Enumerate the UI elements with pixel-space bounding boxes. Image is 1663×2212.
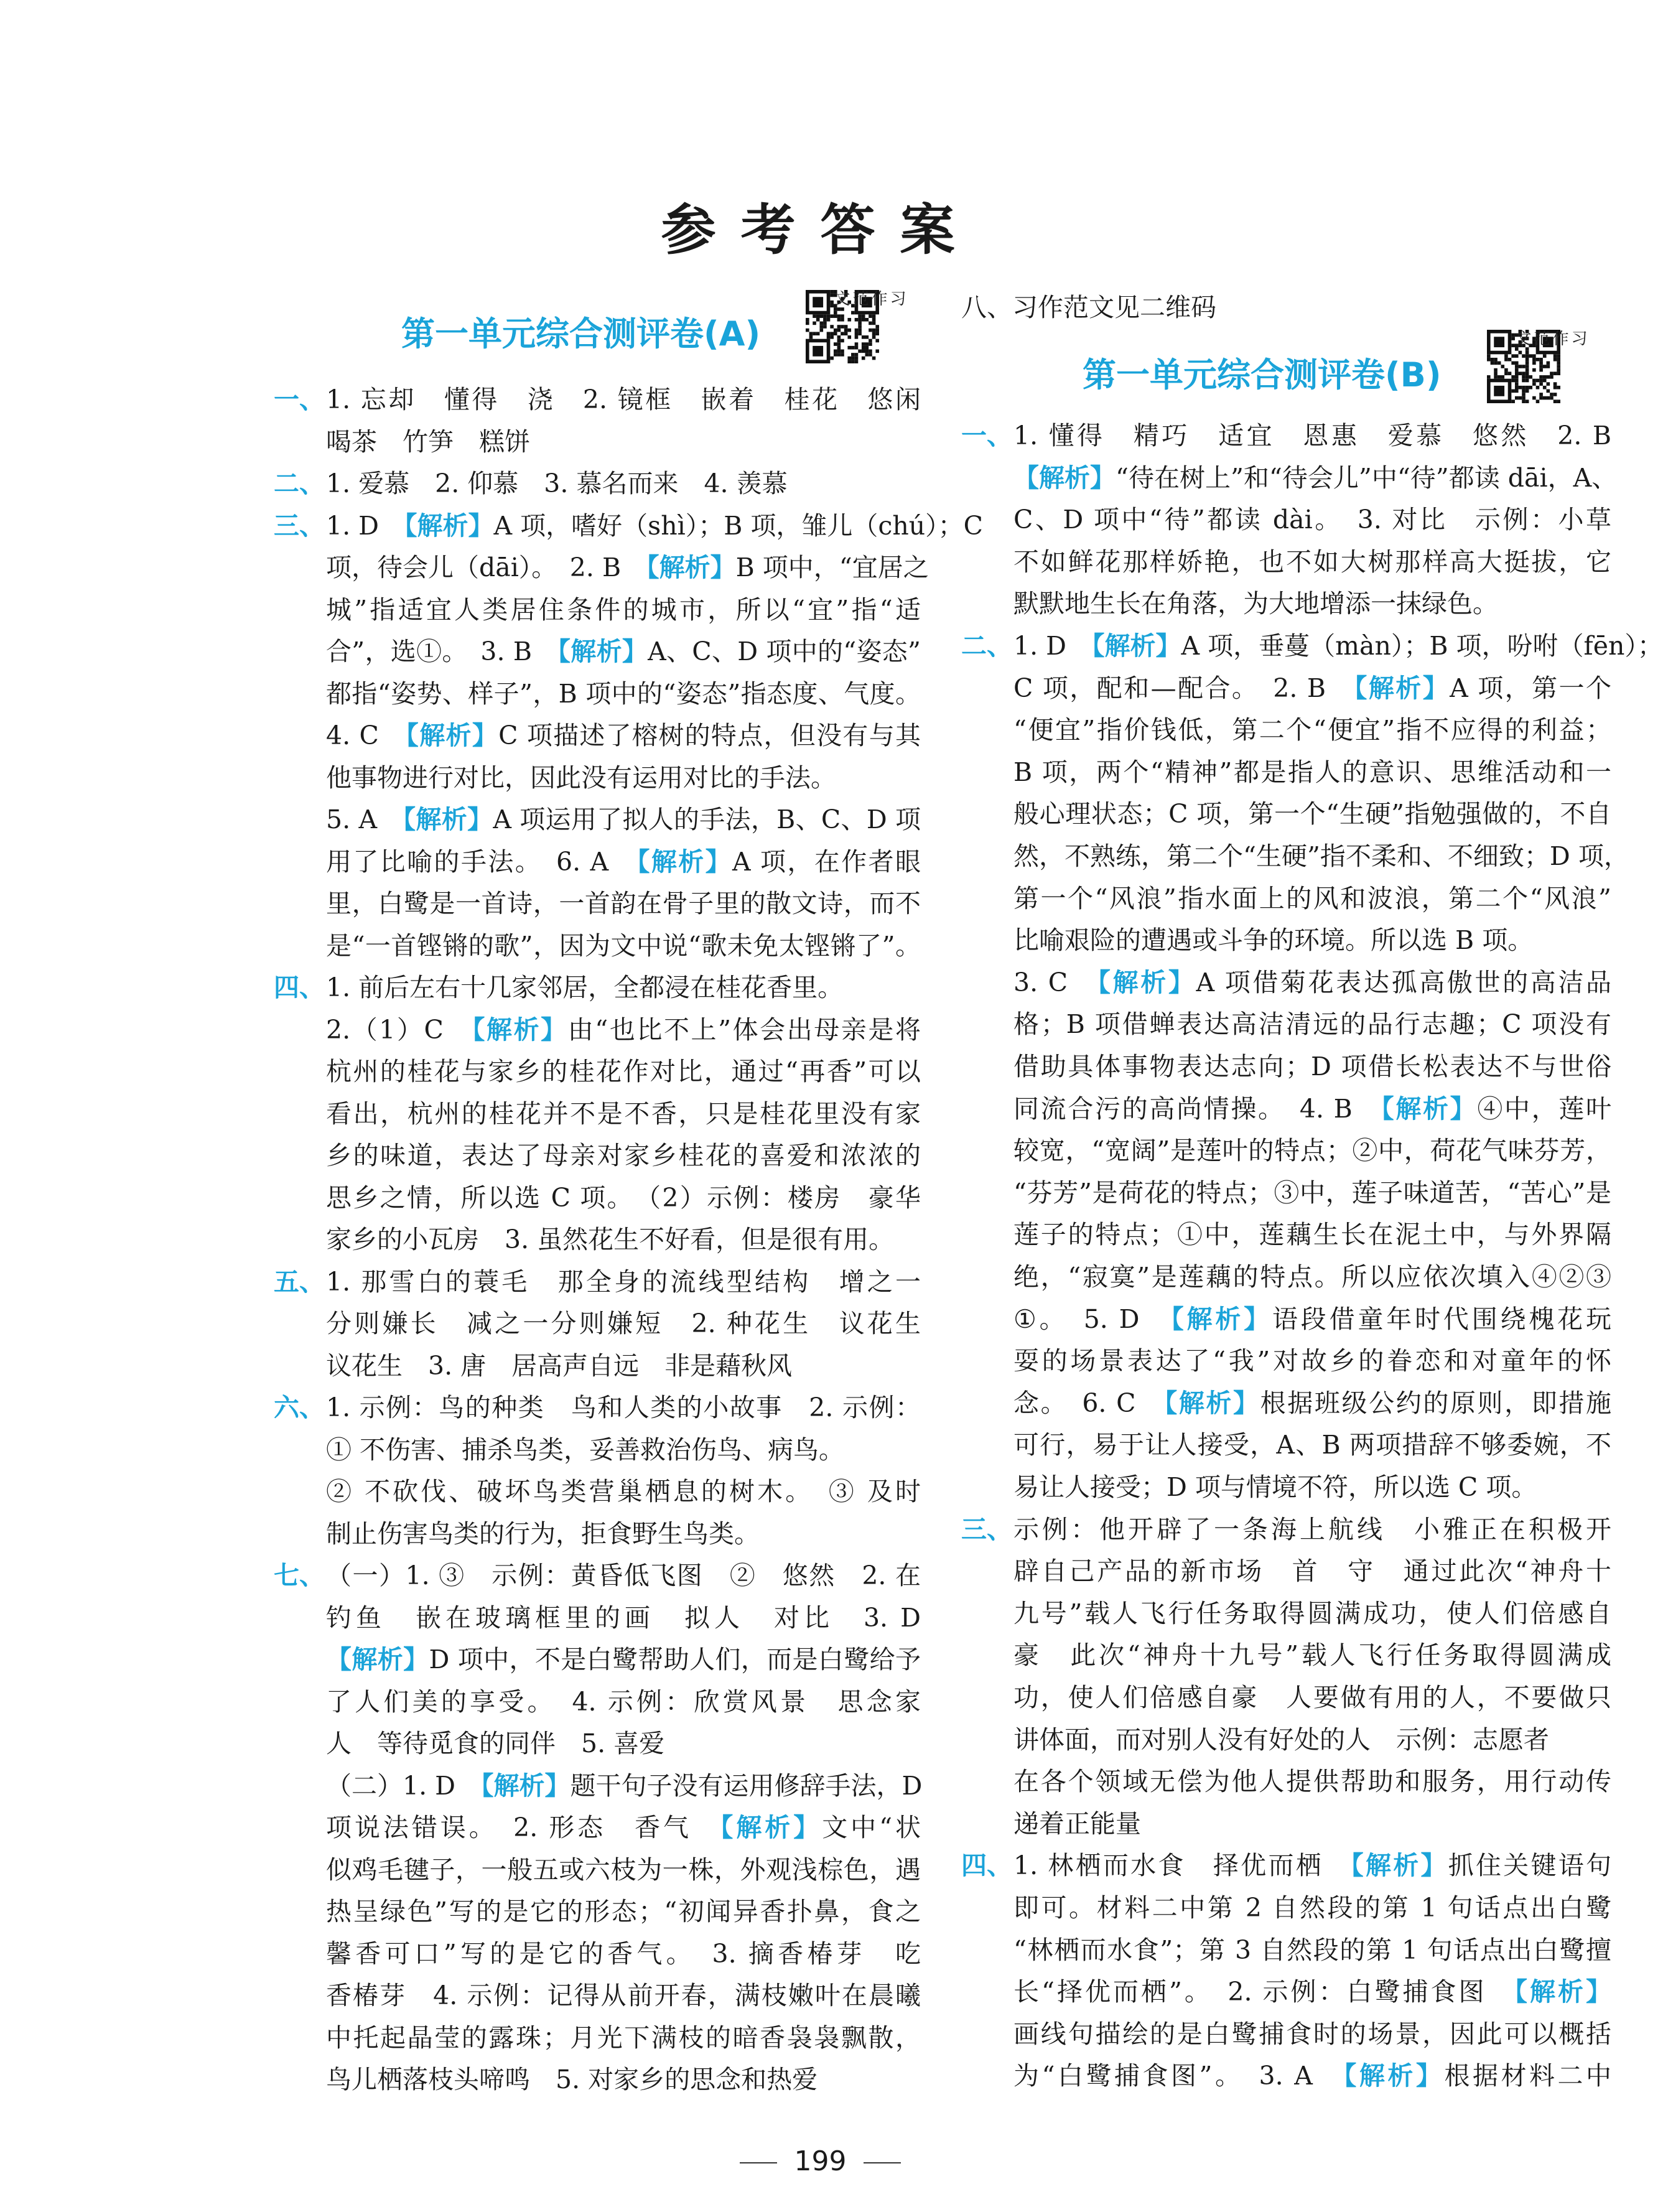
section-title-b: 第一单元综合测评卷(B) [1083, 355, 1442, 394]
qr-label-a: 习作范文 [831, 290, 906, 306]
dash-right [864, 2162, 901, 2163]
answer-line: 比喻艰险的遭遇或斗争的环境。所以选 B 项。 [1013, 925, 1534, 956]
answer-line: 合”，选①。 3. B 【解析】A、C、D 项中的“姿态” [326, 637, 921, 666]
answer-line: 格；B 项借蝉表达高洁清远的品行志趣；C 项没有 [1013, 1009, 1611, 1040]
analysis-tag: 【解析】 [1013, 462, 1116, 493]
answer-line: 功，使人们倍感自豪 人要做有用的人，不要做只 [1013, 1682, 1611, 1712]
answer-line: 默默地生长在角落，为大地增添一抹绿色。 [1013, 589, 1498, 619]
answer-line: 同流合污的高尚情操。 4. B 【解析】④中，莲叶 [1013, 1093, 1612, 1124]
answer-line: ① 不伤害、捕杀鸟类，妥善救治伤鸟、病鸟。 [326, 1434, 845, 1465]
answer-line: 制止伤害鸟类的行为，拒食野生鸟类。 [326, 1518, 760, 1549]
answer-line: ② 不砍伐、破坏鸟类营巢栖息的树木。 ③ 及时 [326, 1477, 921, 1506]
answer-line: 耍的场景表达了“我”对故乡的眷恋和对童年的怀 [1013, 1346, 1611, 1376]
answer-line: 辟自己产品的新市场 首 守 通过此次“神舟十 [1013, 1556, 1611, 1587]
answer-line: 馨香可口”写的是它的香气。 3. 摘香椿芽 吃 [326, 1938, 921, 1969]
answer-line: 长“择优而栖”。 2. 示例：白鹭捕食图 【解析】 [1013, 1977, 1612, 2007]
analysis-tag: 【解析】 [1097, 967, 1196, 997]
answer-line: 议花生 3. 唐 居高声自远 非是藉秋风 [326, 1350, 793, 1381]
page-title: 参考答案 [661, 197, 980, 262]
essay-note: 八、习作范文见二维码 [961, 292, 1216, 322]
answer-line: 人 等待觅食的同伴 5. 喜爱 [326, 1729, 665, 1758]
answer-line: 第一个“风浪”指水面上的风和波浪，第二个“风浪” [1013, 883, 1611, 913]
section-number: 七、 [274, 1561, 325, 1590]
answer-line: 中托起晶莹的露珠；月光下满枝的暗香袅袅飘散， [326, 2022, 921, 2053]
section-number: 四、 [961, 1850, 1012, 1881]
answer-line: 思乡之情，所以选 C 项。 （2）示例：楼房 豪华 [326, 1182, 921, 1213]
section-number: 二、 [961, 631, 1012, 661]
answer-line: 杭州的桂花与家乡的桂花作对比，通过“再香”可以 [326, 1057, 921, 1086]
answer-line: 可行，易于让人接受，A、B 两项措辞不够委婉，不 [1013, 1430, 1611, 1460]
answer-line: “芬芳”是荷花的特点；③中，莲子味道苦，“苦心”是 [1013, 1177, 1611, 1208]
analysis-tag: 【解析】 [1343, 2061, 1445, 2091]
answer-line: 了人们美的享受。 4. 示例：欣赏风景 思念家 [326, 1686, 921, 1717]
analysis-tag: 【解析】 [1381, 1093, 1478, 1124]
analysis-tag: 【解析】 [481, 1770, 571, 1801]
analysis-tag: 【解析】 [1164, 1388, 1260, 1418]
answer-line: 易让人接受；D 项与情境不符，所以选 C 项。 [1013, 1472, 1537, 1502]
answer-line: 然，不熟练，第二个“生硬”指不柔和、不细致；D 项， [1013, 841, 1629, 871]
section-number: 四、 [274, 973, 325, 1002]
answer-line: 钓鱼 嵌在玻璃框里的画 拟人 对比 3. D [326, 1602, 921, 1633]
page-number: 199 [0, 2145, 1641, 2177]
analysis-tag: 【解析】 [403, 805, 493, 834]
section-number: 一、 [961, 421, 1012, 450]
answer-line: 项，待会儿（dāi）。 2. B 【解析】B 项中，“宜居之 [326, 553, 929, 582]
analysis-tag: 【解析】 [1171, 1304, 1272, 1334]
answer-line: 绝，“寂寞”是莲藕的特点。所以应依次填入④②③ [1013, 1262, 1611, 1292]
analysis-tag: 【解析】 [406, 721, 499, 750]
answer-line: 讲体面，而对别人没有好处的人 示例：志愿者 [1013, 1724, 1549, 1755]
answer-line: 借助具体事物表达志向；D 项借长松表达不与世俗 [1013, 1052, 1611, 1081]
answer-line: 1. 那雪白的蓑毛 那全身的流线型结构 增之一 [326, 1266, 921, 1297]
answer-line: 3. C 【解析】A 项借菊花表达孤高傲世的高洁品 [1013, 967, 1612, 997]
answer-line: “林栖而水食”；第 3 自然段的第 1 句话点出白鹭擅 [1013, 1934, 1611, 1965]
answer-line: C、D 项中“待”都读 dài。 3. 对比 示例：小草 [1013, 505, 1611, 535]
answer-line: 【解析】D 项中，不是白鹭帮助人们，而是白鹭给予 [326, 1645, 921, 1674]
analysis-tag: 【解析】 [404, 510, 494, 541]
answer-line: 1. 忘却 懂得 浇 2. 镜框 嵌着 桂花 悠闲 [326, 385, 921, 414]
answer-line: 1. 懂得 精巧 适宜 恩惠 爱慕 悠然 2. B [1013, 421, 1611, 450]
answer-line: 项说法错误。 2. 形态 香气 【解析】文中“状 [326, 1813, 921, 1842]
answer-line: 1. 前后左右十几家邻居，全都浸在桂花香里。 [326, 973, 844, 1002]
answer-line: 为“白鹭捕食图”。 3. A 【解析】根据材料二中 [1013, 2061, 1612, 2091]
analysis-tag: 【解析】 [326, 1645, 429, 1674]
answer-line: ①。 5. D 【解析】语段借童年时代围绕槐花玩 [1013, 1304, 1612, 1334]
answer-line: 用了比喻的手法。 6. A 【解析】A 项，在作者眼 [326, 846, 921, 877]
answer-line: 念。 6. C 【解析】根据班级公约的原则，即措施 [1013, 1388, 1612, 1418]
answer-line: 5. A 【解析】A 项运用了拟人的手法，B、C、D 项 [326, 805, 921, 834]
answer-line: 乡的味道，表达了母亲对家乡桂花的喜爱和浓浓的 [326, 1141, 921, 1170]
analysis-tag: 【解析】 [636, 846, 733, 877]
answer-line: 不如鲜花那样娇艳，也不如大树那样高大挺拔，它 [1013, 546, 1611, 577]
section-number: 六、 [274, 1393, 325, 1422]
answer-line: 1. 示例：鸟的种类 鸟和人类的小故事 2. 示例： [326, 1393, 921, 1422]
answer-line: 里，白鹭是一首诗，一首韵在骨子里的散文诗，而不 [326, 889, 921, 918]
answer-line: 在各个领域无偿为他人提供帮助和服务，用行动传 [1013, 1766, 1611, 1797]
analysis-tag: 【解析】 [646, 553, 736, 582]
answer-line: 豪 此次“神舟十九号”载人飞行任务取得圆满成 [1013, 1640, 1611, 1671]
answer-line: C 项，配和—配合。 2. B 【解析】A 项，第一个 [1013, 673, 1611, 703]
answer-line: 看出，杭州的桂花并不是不香，只是桂花里没有家 [326, 1098, 921, 1129]
answer-line: “便宜”指价钱低，第二个“便宜”指不应得的利益； [1013, 715, 1611, 745]
analysis-tag: 【解析】 [720, 1813, 822, 1842]
analysis-tag: 【解析】 [557, 637, 648, 666]
answer-line: 2.（1）C 【解析】由“也比不上”体会出母亲是将 [326, 1014, 921, 1045]
section-number: 一、 [274, 385, 325, 414]
answer-line: B 项，两个“精神”都是指人的意识、思维活动和一 [1013, 757, 1611, 787]
answer-line: 1. D 【解析】A 项，嗜好（shì）；B 项，雏儿（chú）；C [326, 510, 984, 541]
answer-line: 家乡的小瓦房 3. 虽然花生不好看，但是很有用。 [326, 1225, 895, 1254]
answer-line: 都指“姿势、样子”，B 项中的“姿态”指态度、气度。 [326, 678, 921, 709]
analysis-tag: 【解析】 [1092, 631, 1181, 661]
answer-line: 香椿芽 4. 示例：记得从前开春，满枝嫩叶在晨曦 [326, 1981, 921, 2010]
qr-label-b: 习作范文 [1512, 330, 1587, 346]
answer-line: 鸟儿栖落枝头啼鸣 5. 对家乡的思念和热爱 [326, 2065, 818, 2094]
section-number: 三、 [274, 510, 325, 541]
analysis-tag: 【解析】 [1354, 673, 1450, 703]
answer-line: 城”指适宜人类居住条件的城市，所以“宜”指“适 [326, 594, 921, 625]
answer-line: 分则嫌长 减之一分则嫌短 2. 种花生 议花生 [326, 1309, 921, 1338]
answer-line: 1. D 【解析】A 项，垂蔓（màn）；B 项，吩咐（fēn）； [1013, 631, 1663, 661]
answer-line: 较宽，“宽阔”是莲叶的特点；②中，荷花气味芬芳， [1013, 1136, 1611, 1166]
answer-line: 莲子的特点；①中，莲藕生长在泥土中，与外界隔 [1013, 1220, 1611, 1250]
section-number: 三、 [961, 1514, 1012, 1544]
answer-line: （二）1. D 【解析】题干句子没有运用修辞手法，D [326, 1770, 923, 1801]
answer-line: 九号”载人飞行任务取得圆满成功，使人们倍感自 [1013, 1598, 1611, 1628]
answer-line: 4. C 【解析】C 项描述了榕树的特点，但没有与其 [326, 721, 921, 750]
answer-line: 他事物进行对比，因此没有运用对比的手法。 [326, 762, 836, 793]
answer-line: 般心理状态；C 项，第一个“生硬”指勉强做的，不自 [1013, 799, 1611, 829]
answer-line: （一）1. ③ 示例：黄昏低飞图 ② 悠然 2. 在 [326, 1561, 921, 1590]
dash-left [740, 2162, 777, 2163]
section-title-a: 第一单元综合测评卷(A) [401, 314, 761, 353]
answer-line: 似鸡毛毽子，一般五或六枝为一株，外观浅棕色，遇 [326, 1854, 921, 1885]
answer-line: 即可。材料二中第 2 自然段的第 1 句话点出白鹭 [1013, 1893, 1611, 1923]
answer-line: 递着正能量 [1013, 1808, 1141, 1839]
section-number: 五、 [274, 1266, 325, 1297]
analysis-tag: 【解析】 [1351, 1850, 1448, 1881]
answer-line: 1. 林栖而水食 择优而栖 【解析】抓住关键语句 [1013, 1850, 1612, 1881]
answer-line: 是“一首铿锵的歌”，因为文中说“歌未免太铿锵了”。 [326, 930, 921, 961]
section-number: 二、 [274, 469, 325, 498]
answer-line: 画线句描绘的是白鹭捕食时的场景，因此可以概括 [1013, 2018, 1611, 2049]
analysis-tag: 【解析】 [472, 1014, 568, 1045]
answer-line: 【解析】“待在树上”和“待会儿”中“待”都读 dāi，A、 [1013, 462, 1618, 493]
answer-line: 喝茶 竹笋 糕饼 [326, 426, 530, 457]
answer-line: 热呈绿色”写的是它的形态；“初闻异香扑鼻，食之 [326, 1897, 921, 1926]
answer-line: 1. 爱慕 2. 仰慕 3. 慕名而来 4. 羡慕 [326, 469, 788, 498]
analysis-tag: 【解析】 [1514, 1977, 1612, 2007]
answer-line: 示例：他开辟了一条海上航线 小雅正在积极开 [1013, 1514, 1611, 1544]
